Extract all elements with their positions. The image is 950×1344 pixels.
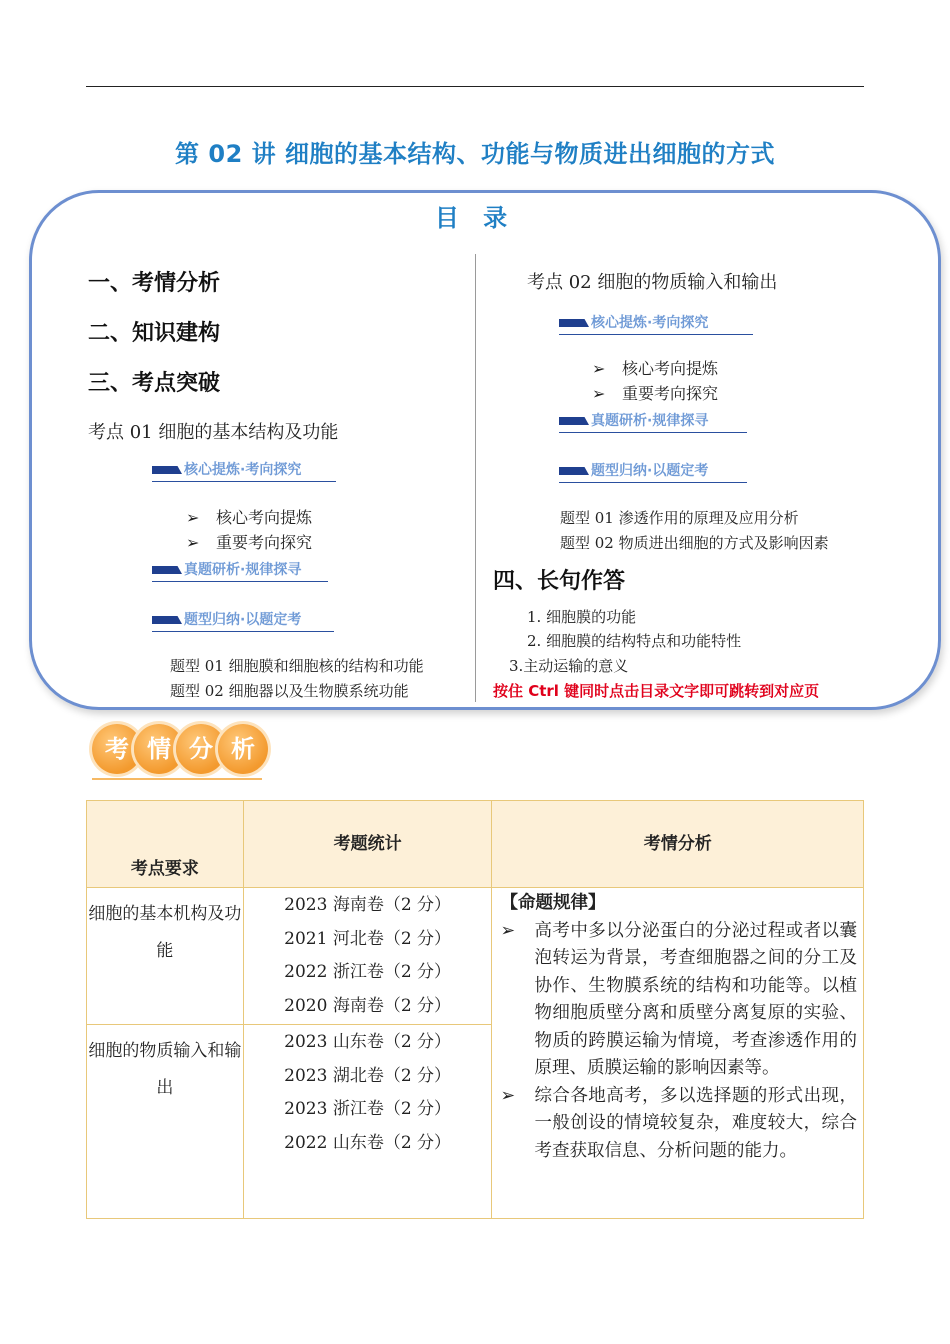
analysis-point: ➢ 综合各地高考，多以选择题的形式出现，一般创设的情境较复杂，难度较大，综合考查获取信息、分析问题的能力。 [500, 1083, 857, 1166]
toc-kaodian-01[interactable]: 考点 01 细胞的基本结构及功能 [88, 422, 339, 443]
toc-divider [475, 254, 476, 702]
analysis-heading: 【命题规律】 [500, 893, 606, 913]
toc-section-4[interactable]: 四、长句作答 [493, 569, 626, 594]
toc-type-left-1[interactable]: 题型 01 细胞膜和细胞核的结构和功能 [170, 657, 424, 675]
stat-item: 2023 浙江卷（2 分） [284, 1099, 452, 1119]
stat-item: 2023 山东卷（2 分） [284, 1032, 452, 1052]
stat-item: 2022 山东卷（2 分） [284, 1132, 452, 1153]
tag-bar-icon [559, 417, 589, 425]
analysis-cell [492, 888, 864, 1219]
tag-core-left[interactable]: 核心提炼·考向探究 [152, 463, 336, 482]
stat-item: 2021 河北卷（2 分） [284, 928, 452, 949]
toc-section-1[interactable]: 一、考情分析 [88, 271, 221, 296]
toc-type-right-2[interactable]: 题型 02 物质进出细胞的方式及影响因素 [560, 534, 829, 552]
tag-bar-icon [152, 616, 182, 624]
stats-cell [243, 1025, 492, 1219]
stats-cell [243, 888, 492, 1025]
toc-section-2[interactable]: 二、知识建构 [88, 321, 221, 346]
arrow-bullet-icon: ➢ [186, 508, 200, 527]
toc-bullet-right-1[interactable]: ➢ 核心考向提炼 [592, 359, 719, 378]
tag-real-right[interactable]: 真题研析·规律探寻 [559, 414, 747, 433]
toc-item-3[interactable]: 3.主动运输的意义 [509, 657, 629, 675]
page-title: 第 02 讲 细胞的基本结构、功能与物质进出细胞的方式 [175, 140, 775, 168]
banner-circle: 析 [218, 724, 268, 774]
tag-real-left[interactable]: 真题研析·规律探寻 [152, 563, 328, 582]
header-analysis: 考情分析 [492, 801, 864, 888]
arrow-bullet-icon: ➢ [500, 1085, 516, 1106]
banner-circle: 分 [176, 724, 226, 774]
tag-core-right[interactable]: 核心提炼·考向探究 [559, 316, 753, 335]
stat-item: 2020 海南卷（2 分） [284, 995, 452, 1016]
tag-bar-icon [152, 566, 182, 574]
toc-kaodian-02[interactable]: 考点 02 细胞的物质输入和输出 [527, 272, 778, 293]
exam-analysis-table [86, 800, 864, 1219]
arrow-bullet-icon: ➢ [592, 384, 606, 403]
tag-bar-icon [559, 467, 589, 475]
toc-section-3[interactable]: 三、考点突破 [88, 371, 221, 396]
tag-type-right[interactable]: 题型归纳·以题定考 [559, 464, 747, 483]
tag-bar-icon [559, 319, 589, 327]
requirement-cell: 细胞的基本机构及功能 [87, 888, 244, 1025]
tag-bar-icon [152, 466, 182, 474]
toc-heading: 目 录 [434, 204, 516, 232]
stat-item: 2023 海南卷（2 分） [284, 895, 452, 915]
toc-bullet-left-1[interactable]: ➢ 核心考向提炼 [186, 508, 313, 527]
requirement-cell: 细胞的物质输入和输出 [87, 1025, 244, 1219]
banner-circle: 考 [92, 724, 142, 774]
toc-item-2[interactable]: 2. 细胞膜的结构特点和功能特性 [527, 632, 742, 650]
tag-type-left[interactable]: 题型归纳·以题定考 [152, 613, 334, 632]
arrow-bullet-icon: ➢ [186, 533, 200, 552]
toc-type-right-1[interactable]: 题型 01 渗透作用的原理及应用分析 [560, 509, 799, 527]
header-requirement: 考点要求 [87, 801, 244, 888]
analysis-point: ➢ 高考中多以分泌蛋白的分泌过程或者以囊泡转运为背景，考查细胞器之间的分工及协作、生物膜系统的结构和功能等。以植物细胞质壁分离和质壁分离复原的实验、物质的跨膜运输为情境，考查渗透作用的原理、质膜运输的影响因素等。 [500, 918, 857, 1083]
banner-underline [92, 778, 262, 780]
arrow-bullet-icon: ➢ [500, 920, 516, 941]
header-stats: 考题统计 [243, 801, 492, 888]
toc-item-1[interactable]: 1. 细胞膜的功能 [527, 608, 637, 626]
stat-item: 2022 浙江卷（2 分） [284, 962, 452, 982]
toc-bullet-left-2[interactable]: ➢ 重要考向探究 [186, 533, 313, 552]
stat-item: 2023 湖北卷（2 分） [284, 1065, 452, 1086]
toc-bullet-right-2[interactable]: ➢ 重要考向探究 [592, 384, 719, 403]
toc-type-left-2[interactable]: 题型 02 细胞器以及生物膜系统功能 [170, 682, 409, 700]
arrow-bullet-icon: ➢ [592, 359, 606, 378]
header-rule [86, 86, 864, 87]
ctrl-jump-note: 按住 Ctrl 键同时点击目录文字即可跳转到对应页 [493, 682, 820, 700]
banner-circle: 情 [134, 724, 184, 774]
